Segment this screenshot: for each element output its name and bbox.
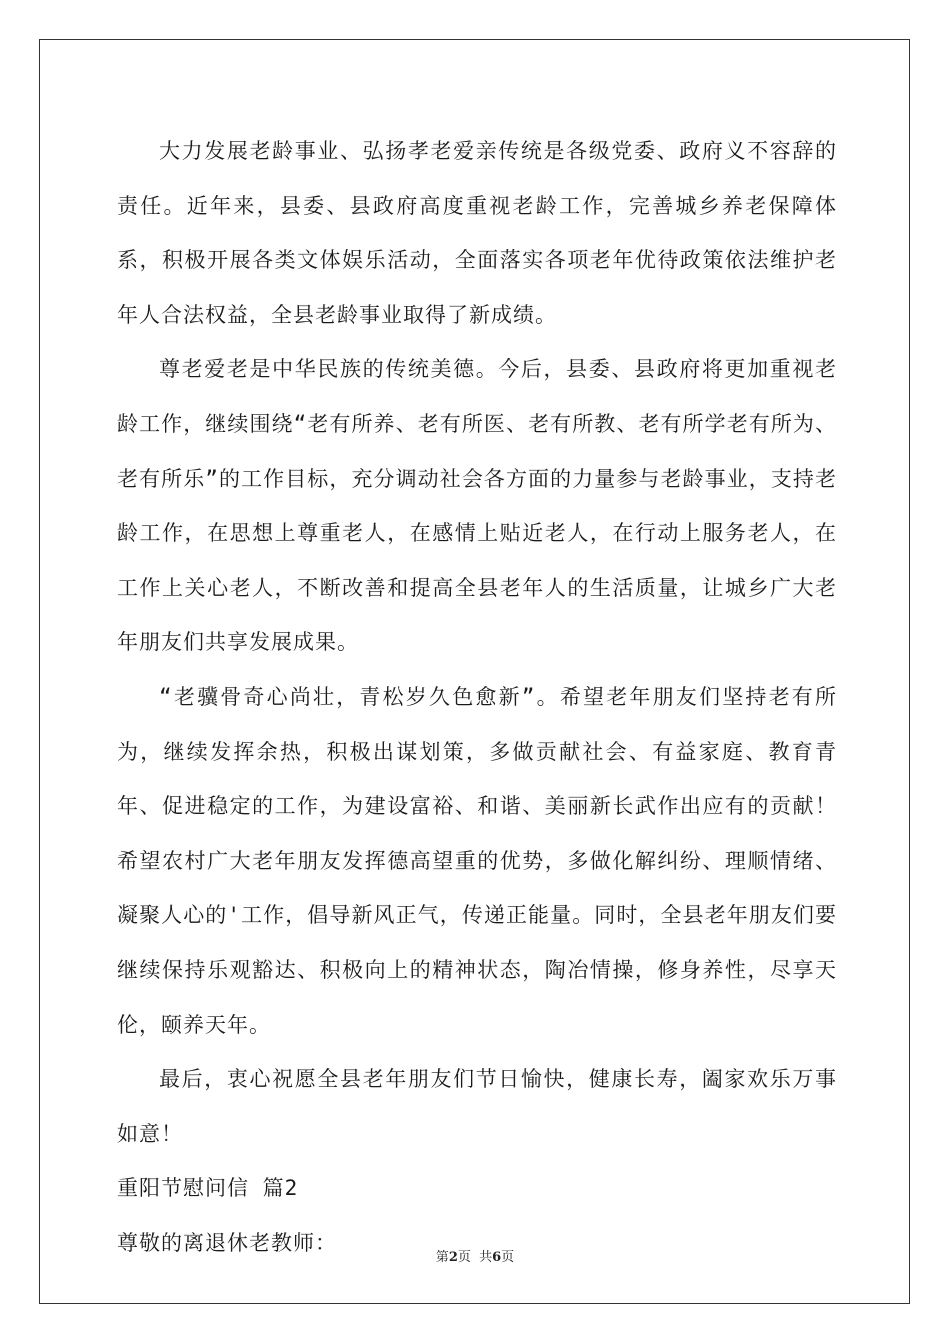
footer-current-page: 2 xyxy=(448,1250,458,1265)
salutation: 尊敬的离退休老教师： xyxy=(117,1230,337,1255)
footer-page-suffix: 页 xyxy=(501,1250,515,1265)
body-paragraph: 尊老爱老是中华民族的传统美德。今后，县委、县政府将更加重视老龄工作，继续围绕“老有所养、老有所医、老有所教、老有所学老有所为、老有所乐”的工作目标，充分调动社会各方面的力量参与老龄事业，支持老龄工作，在思想上尊重老人，在感情上贴近老人，在行动上服务老人，在工作上关心老人，不断改善和提高全县老年人的生活质量，让城乡广大老年朋友们共享发展成果。 xyxy=(117,357,837,655)
footer-page-prefix: 第 xyxy=(435,1250,449,1265)
section-title: 重阳节慰问信 篇2 xyxy=(117,1176,299,1201)
body-paragraph: 大力发展老龄事业、弘扬孝老爱亲传统是各级党委、政府义不容辞的责任。近年来，县委、县政府高度重视老龄工作，完善城乡养老保障体系，积极开展各类文体娱乐活动，全面落实各项老年优待政策依法维护老年人合法权益，全县老龄事业取得了新成绩。 xyxy=(117,139,837,327)
page-footer xyxy=(0,1246,950,1265)
footer-page-mid: 页 共 xyxy=(457,1250,493,1265)
document-body xyxy=(117,124,837,1270)
body-paragraph: “老骥骨奇心尚壮，青松岁久色愈新”。希望老年朋友们坚持老有所为，继续发挥余热，积极出谋划策，多做贡献社会、有益家庭、教育青年、促进稳定的工作，为建设富裕、和谐、美丽新长武作出应有的贡献！希望农村广大老年朋友发挥德高望重的优势，多做化解纠纷、理顺情绪、凝聚人心的'工作，倡导新风正气，传递正能量。同时，全县老年朋友们要继续保持乐观豁达、积极向上的精神状态，陶冶情操，修身养性，尽享天伦，颐养天年。 xyxy=(117,684,837,1037)
body-paragraph: 最后，衷心祝愿全县老年朋友们节日愉快，健康长寿，阖家欢乐万事如意！ xyxy=(117,1067,837,1146)
footer-total-pages: 6 xyxy=(492,1250,502,1265)
